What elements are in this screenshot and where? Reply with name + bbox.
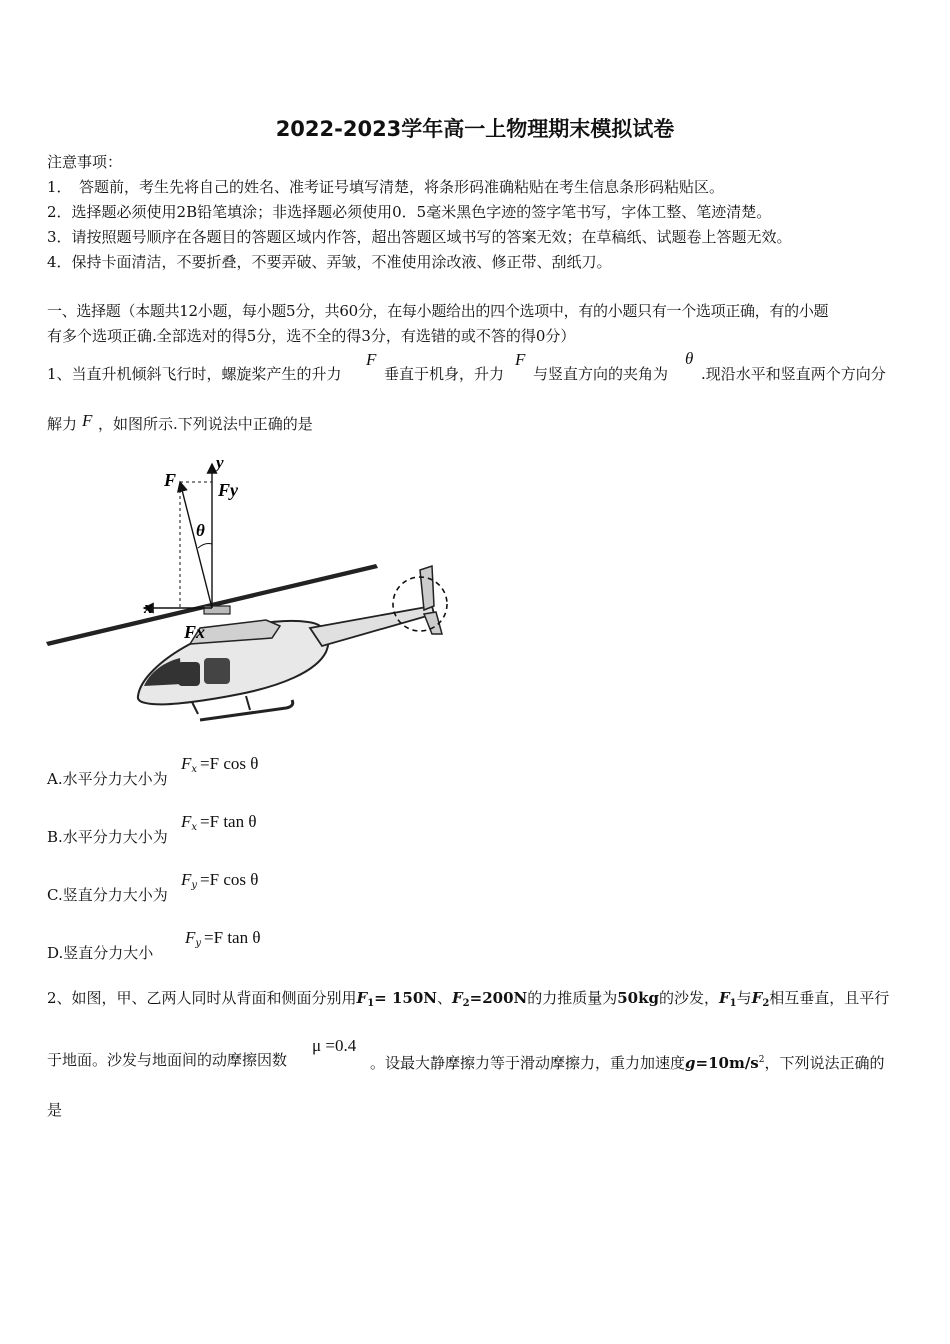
- option-d-var: F: [185, 928, 196, 947]
- q1-var-F: F: [366, 350, 377, 369]
- option-b-sub: x: [191, 822, 198, 833]
- skid: [200, 700, 293, 720]
- q1-text-line2b: ，如图所示.下列说法中正确的是: [98, 415, 313, 433]
- page-title: 2022-2023学年高一上物理期末模拟试卷: [275, 117, 675, 141]
- q2-g-val: =10m/s: [695, 1054, 759, 1072]
- notice-item-1: 1． 答题前，考生先将自己的姓名、准考证号填写清楚，将条形码准确粘贴在考生信息条形码粘贴区。: [47, 178, 725, 196]
- q1-text-part2: 垂直于机身，升力: [384, 365, 505, 383]
- section1-line2: 有多个选项正确.全部选对的得5分，选不全的得3分，有选错的或不答的得0分）: [47, 327, 576, 345]
- tail-boom: [310, 606, 434, 646]
- lift-force-F: [180, 482, 212, 608]
- label-x: x: [144, 598, 153, 617]
- label-y: y: [216, 453, 224, 472]
- q1-var-F2: F: [515, 350, 526, 369]
- notice-item-4: 4．保持卡面清洁，不要折叠，不要弄破、弄皱，不准使用涂改液、修正带、刮纸刀。: [47, 253, 612, 271]
- option-d-sub: y: [195, 938, 202, 949]
- option-b-var: F: [181, 812, 192, 831]
- q1-var-F3: F: [82, 411, 93, 430]
- angle-arc: [198, 544, 212, 549]
- q2-text-1a: 2、如图，甲、乙两人同时从背面和侧面分别用: [47, 989, 357, 1007]
- option-a-expr: =F cos θ: [200, 754, 259, 773]
- q2-text-1d: 与: [736, 989, 752, 1007]
- q2-F1-val: = 150N: [374, 989, 437, 1007]
- q2-line2-rest: [370, 1050, 885, 1073]
- q2-text-1c: 的沙发，: [659, 989, 720, 1007]
- side-window-1: [178, 662, 200, 686]
- q2-F1-ref-sub: 1: [729, 998, 737, 1009]
- q1-text-part3: 与竖直方向的夹角为: [533, 365, 669, 383]
- section1-line1: 一、选择题（本题共12小题，每小题5分，共60分，在每小题给出的四个选项中，有的小题只有一个选项正确，有的小题: [47, 302, 829, 320]
- option-b-label: B.水平分力大小为: [47, 828, 168, 846]
- q2-line1: [47, 988, 889, 1014]
- q2-F1-sub: 1: [367, 998, 375, 1009]
- q1-text-line2a: 解力: [47, 415, 78, 433]
- q2-g: g: [685, 1054, 696, 1072]
- q2-F2: F: [452, 989, 463, 1007]
- q2-mass: 50kg: [617, 989, 659, 1007]
- q2-text-1b: 的力推质量为: [527, 989, 618, 1007]
- skid-strut-1: [192, 702, 198, 714]
- q2-F2-sub: 2: [462, 998, 470, 1009]
- q2-F1: F: [356, 989, 368, 1007]
- option-d-label: D.竖直分力大小: [47, 944, 154, 962]
- q2-F2-val: =200N: [469, 989, 528, 1007]
- skid-strut-2: [246, 696, 250, 710]
- option-c-label: C.竖直分力大小为: [47, 886, 168, 904]
- q1-text-part4: .现沿水平和竖直两个方向分: [701, 365, 886, 383]
- notice-heading: 注意事项：: [47, 153, 123, 171]
- option-b-expr: =F tan θ: [200, 812, 257, 831]
- option-d-expr: =F tan θ: [204, 928, 261, 947]
- q2-F1-ref: F: [719, 989, 730, 1007]
- option-c-var: F: [181, 870, 192, 889]
- q2-text-2a: 于地面。沙发与地面间的动摩擦因数: [47, 1051, 288, 1069]
- q2-mu: μ =0.4: [312, 1036, 357, 1055]
- rotor-hub: [204, 606, 230, 614]
- notice-item-3: 3．请按照题号顺序在各题目的答题区域内作答，超出答题区域书写的答案无效；在草稿纸、试题卷上答题无效。: [47, 228, 792, 246]
- q2-text-3: 是: [47, 1101, 63, 1119]
- q2-text-2c: ，下列说法正确的: [764, 1054, 885, 1072]
- side-window-2: [204, 658, 230, 684]
- q1-var-theta: θ: [685, 349, 694, 368]
- q2-sep: 、: [436, 989, 452, 1007]
- q1-text-part1: 1、当直升机倾斜飞行时，螺旋桨产生的升力: [47, 365, 342, 383]
- label-Fy: Fy: [218, 480, 238, 500]
- label-theta: θ: [196, 521, 205, 540]
- label-Fx: Fx: [184, 622, 206, 642]
- q2-F2-ref: F: [751, 989, 763, 1007]
- q2-g-sup: 2: [758, 1055, 765, 1065]
- option-c-sub: y: [191, 880, 198, 891]
- option-c-expr: =F cos θ: [200, 870, 259, 889]
- q2-text-2b: 。设最大静摩擦力等于滑动摩擦力，重力加速度: [370, 1054, 686, 1072]
- option-a-sub: x: [191, 764, 198, 775]
- q2-F2-ref-sub: 2: [762, 998, 770, 1009]
- helicopter-force-diagram: [40, 448, 460, 733]
- tail-fin-top: [420, 566, 434, 610]
- label-F: F: [164, 470, 177, 490]
- option-a-label: A.水平分力大小为: [47, 770, 168, 788]
- notice-item-2: 2．选择题必须使用2B铅笔填涂；非选择题必须使用0．5毫米黑色字迹的签字笔书写，字体工整、笔迹清楚。: [47, 203, 772, 221]
- q2-text-1e: 相互垂直，且平行: [769, 989, 890, 1007]
- option-a-var: F: [181, 754, 192, 773]
- tail-rotor-circle: [393, 577, 447, 631]
